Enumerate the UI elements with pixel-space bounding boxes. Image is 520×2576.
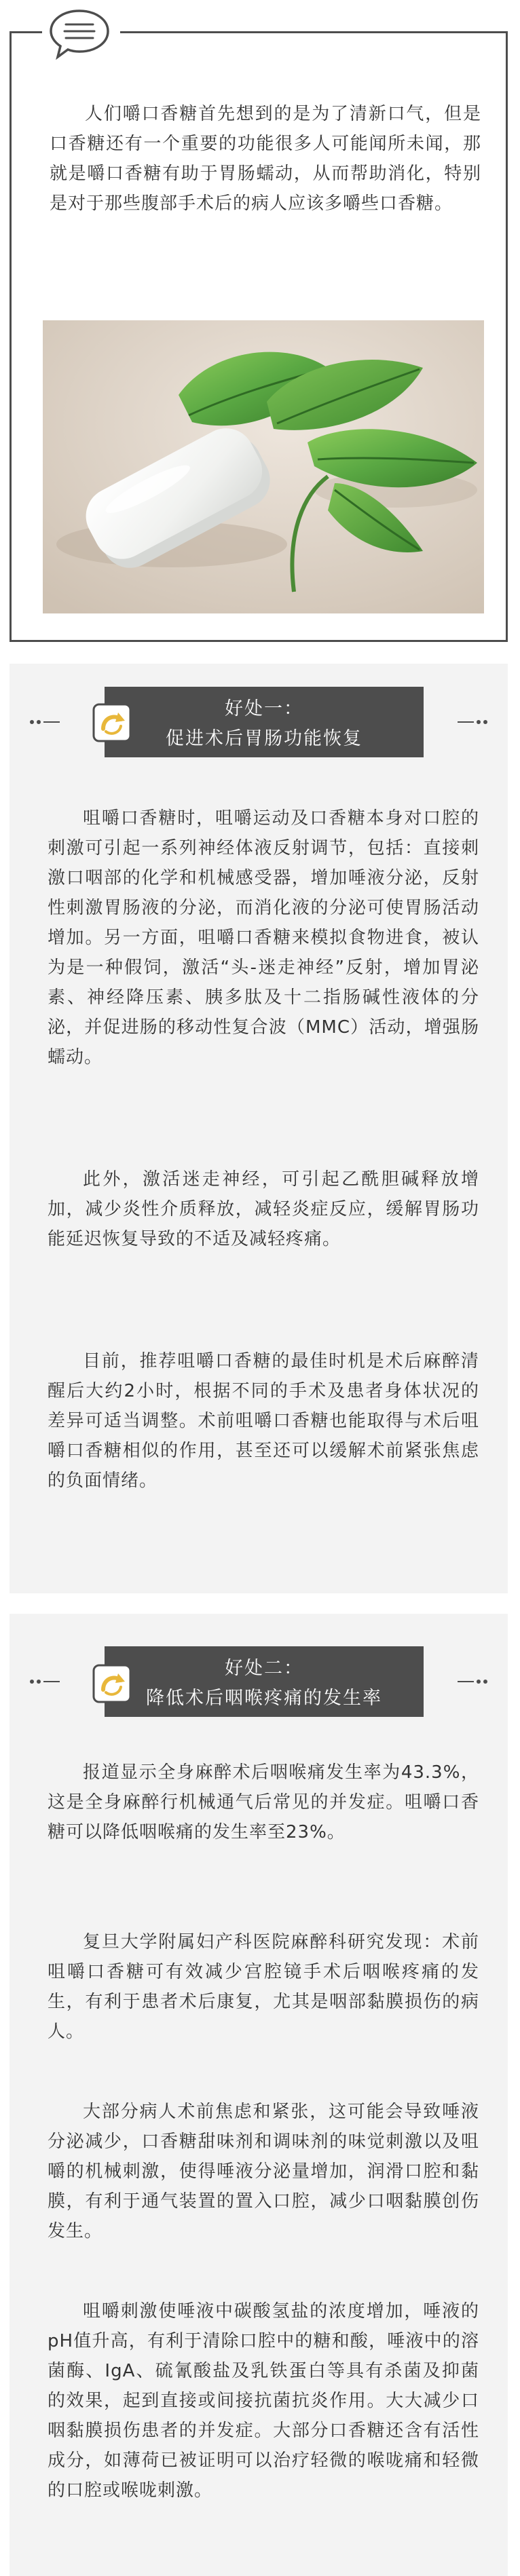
refresh-arrow-icon — [91, 1663, 133, 1705]
dots-divider-icon — [458, 1678, 487, 1686]
section-header — [10, 664, 508, 765]
benefit-two-paragraph: 报道显示全身麻醉术后咽喉痛发生率为43.3%，这是全身麻醉行机械通气后常见的并发症。咀嚼口香糖可以降低咽喉痛的发生率至23%。 — [48, 1762, 479, 1842]
benefit-two-paragraph: 咀嚼刺激使唾液中碳酸氢盐的浓度增加，唾液的pH值升高，有利于清除口腔中的糖和酸，唾液中的溶菌酶、IgA、硫氰酸盐及乳铁蛋白等具有杀菌及抑菌的效果，起到直接或间接抗菌抗炎作用。大大减少口咽黏膜损伤患者的并发症。大部分口香糖还含有活性成分，如薄荷已被证明可以治疗轻微的喉咙痛和轻微的口腔或喉咙刺激。 — [48, 2301, 479, 2501]
section-title-number: 好处二： — [225, 1658, 303, 1679]
benefit-one-paragraph: 咀嚼口香糖时，咀嚼运动及口香糖本身对口腔的刺激可引起一系列神经体液反射调节，包括：直接刺激口咽部的化学和机械感受器，增加唾液分泌，反射性刺激胃肠液的分泌，而消化液的分泌可使胃肠活动增加。另一方面，咀嚼口香糖来模拟食物进食，被认为是一种假饲，激活“头-迷走神经”反射，增加胃泌素、神经降压素、胰多肽及十二指肠碱性液体的分泌，并促进肠的移动性复合波（MMC）活动，增强肠蠕动。 — [48, 808, 479, 1067]
benefit-one-paragraph: 此外，激活迷走神经，可引起乙酰胆碱释放增加，减少炎性介质释放，减轻炎症反应，缓解胃肠功能延迟恢复导致的不适及减轻疼痛。 — [48, 1169, 479, 1249]
benefit-two-paragraph: 大部分病人术前焦虑和紧张，这可能会导致唾液分泌减少，口香糖甜味剂和调味剂的味觉刺激以及咀嚼的机械刺激，使得唾液分泌量增加，润滑口腔和黏膜，有利于通气装置的置入口腔，减少口咽黏膜创伤发生。 — [48, 2102, 479, 2241]
intro-paragraph: 人们嚼口香糖首先想到的是为了清新口气，但是口香糖还有一个重要的功能很多人可能闻所未闻，那就是嚼口香糖有助于胃肠蠕动，从而帮助消化，特别是对于那些腹部手术后的病人应该多嚼些口香糖。 — [50, 104, 481, 214]
dots-divider-icon — [458, 718, 487, 726]
benefit-two-paragraph: 复旦大学附属妇产科医院麻醉科研究发现：术前咀嚼口香糖可有效减少宫腔镜手术后咽喉疼痛的发生，有利于患者术后康复，尤其是咽部黏膜损伤的病人。 — [48, 1932, 479, 2042]
refresh-arrow-icon — [91, 702, 133, 744]
benefit-two-section — [10, 1614, 508, 2576]
section-title-number: 好处一： — [225, 698, 303, 719]
frame-top-line — [120, 31, 508, 33]
section-title: 促进术后胃肠功能恢复 — [166, 728, 363, 749]
intro-card — [10, 31, 508, 642]
section-title: 降低术后咽喉疼痛的发生率 — [146, 1688, 382, 1709]
speech-bubble-icon — [45, 7, 113, 61]
benefit-one-paragraph: 目前，推荐咀嚼口香糖的最佳时机是术后麻醉清醒后大约2小时，根据不同的手术及患者身体状况的差异可适当调整。术前咀嚼口香糖也能取得与术后咀嚼口香糖相似的作用，甚至还可以缓解术前紧张焦虑的负面情绪。 — [48, 1351, 479, 1491]
benefit-one-section — [10, 664, 508, 1593]
section-title-box — [105, 687, 424, 757]
section-title-box — [105, 1646, 424, 1717]
section-header — [10, 1614, 508, 1716]
dots-divider-icon — [30, 718, 60, 726]
frame-top-line — [10, 31, 42, 33]
gum-mint-photo — [43, 320, 484, 613]
dots-divider-icon — [30, 1678, 60, 1686]
